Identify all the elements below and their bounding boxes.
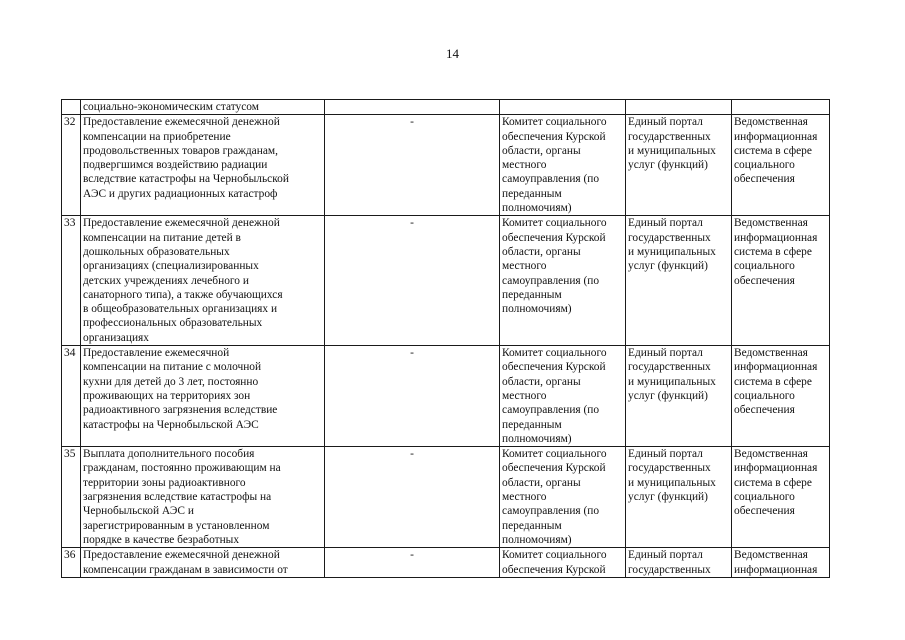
portal-cell: Единый портал государственных и муниципальных услуг (функций) bbox=[626, 115, 732, 216]
document-cell: - bbox=[325, 346, 500, 447]
row-number-cell bbox=[62, 100, 81, 115]
responsible-organ-cell: Комитет социального обеспечения Курской области, органы местного самоуправления (по переданным полномочиям) bbox=[500, 216, 626, 346]
service-name-cell: Выплата дополнительного пособия гражданам, постоянно проживающим на территории зоны радиоактивного загрязнения вследствие катастрофы на Чернобыльской АЭС и зарегистрированным в установленном порядке в качестве безработных bbox=[81, 447, 325, 548]
portal-cell bbox=[626, 100, 732, 115]
info-system-cell bbox=[732, 100, 830, 115]
info-system-cell: Ведомственная информационная система в сфере социального обеспечения bbox=[732, 346, 830, 447]
responsible-organ-cell: Комитет социального обеспечения Курской области, органы местного самоуправления (по переданным полномочиям) bbox=[500, 115, 626, 216]
service-name-cell: социально-экономическим статусом bbox=[81, 100, 325, 115]
row-number-cell: 33 bbox=[62, 216, 81, 346]
document-cell: - bbox=[325, 548, 500, 578]
info-system-cell: Ведомственная информационная система в сфере социального обеспечения bbox=[732, 115, 830, 216]
responsible-organ-cell: Комитет социального обеспечения Курской области, органы местного самоуправления (по переданным полномочиям) bbox=[500, 346, 626, 447]
document-cell bbox=[325, 100, 500, 115]
row-number-cell: 34 bbox=[62, 346, 81, 447]
row-number-cell: 36 bbox=[62, 548, 81, 578]
table-row-partial bbox=[62, 548, 830, 578]
table-row bbox=[62, 115, 830, 216]
info-system-cell: Ведомственная информационная система в сфере социального обеспечения bbox=[732, 447, 830, 548]
service-name-cell: Предоставление ежемесячной денежной компенсации на приобретение продовольственных товаров гражданам, подвергшимся воздействию радиации вследствие катастрофы на Чернобыльской АЭС и других радиационных катастроф bbox=[81, 115, 325, 216]
portal-cell: Единый портал государственных и муниципальных услуг (функций) bbox=[626, 346, 732, 447]
table-row bbox=[62, 447, 830, 548]
portal-cell: Единый портал государственных и муниципальных услуг (функций) bbox=[626, 216, 732, 346]
responsible-organ-cell: Комитет социального обеспечения Курской области, органы местного самоуправления (по переданным полномочиям) bbox=[500, 447, 626, 548]
table-row bbox=[62, 216, 830, 346]
row-number-cell: 32 bbox=[62, 115, 81, 216]
page-number: 14 bbox=[446, 46, 459, 61]
services-table bbox=[61, 99, 830, 578]
responsible-organ-cell bbox=[500, 100, 626, 115]
table-row-continuation bbox=[62, 100, 830, 115]
document-cell: - bbox=[325, 447, 500, 548]
document-cell: - bbox=[325, 216, 500, 346]
info-system-cell: Ведомственная информационная система в сфере социального обеспечения bbox=[732, 216, 830, 346]
document-cell: - bbox=[325, 115, 500, 216]
service-name-cell: Предоставление ежемесячной компенсации на питание с молочной кухни для детей до 3 лет, постоянно проживающих на территориях зон радиоактивного загрязнения вследствие катастрофы на Чернобыльской АЭС bbox=[81, 346, 325, 447]
service-name-cell: Предоставление ежемесячной денежной компенсации гражданам в зависимости от bbox=[81, 548, 325, 578]
responsible-organ-cell: Комитет социального обеспечения Курской bbox=[500, 548, 626, 578]
portal-cell: Единый портал государственных и муниципальных услуг (функций) bbox=[626, 447, 732, 548]
table-row bbox=[62, 346, 830, 447]
service-name-cell: Предоставление ежемесячной денежной компенсации на питание детей в дошкольных образовательных организациях (специализированных детских учреждениях лечебного и санаторного типа), а также обучающихся в общеобразовательных организациях и профессиональных образовательных организациях bbox=[81, 216, 325, 346]
row-number-cell: 35 bbox=[62, 447, 81, 548]
info-system-cell: Ведомственная информационная bbox=[732, 548, 830, 578]
portal-cell: Единый портал государственных bbox=[626, 548, 732, 578]
